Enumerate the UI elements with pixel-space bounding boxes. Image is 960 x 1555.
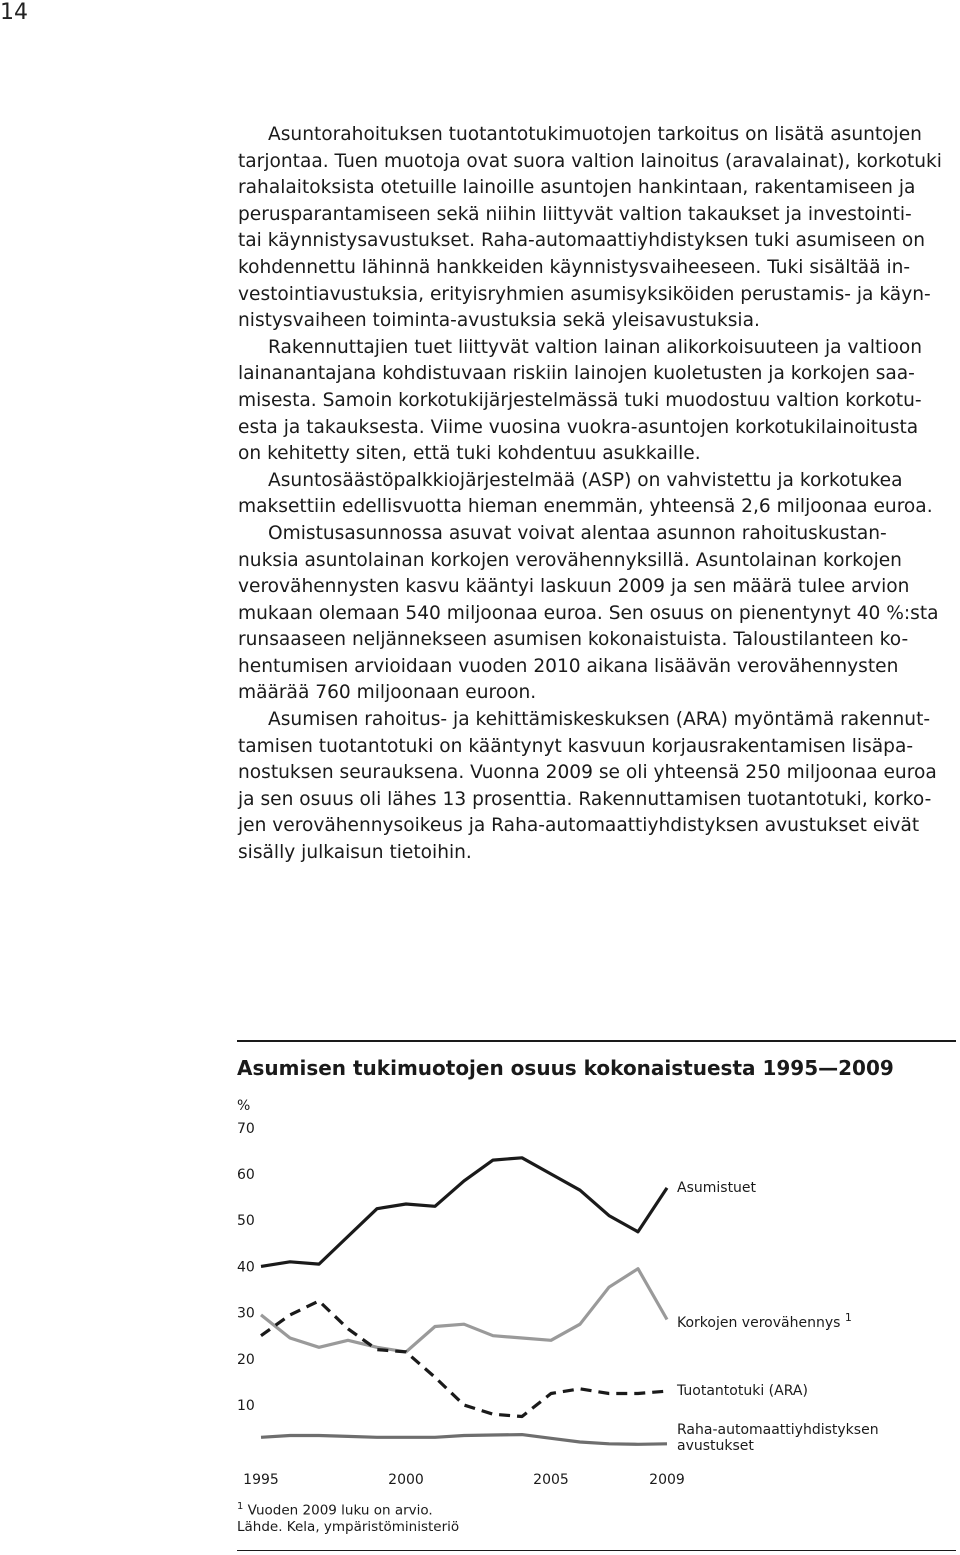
legend-label: Korkojen verovähennys $^1$ xyxy=(677,1311,852,1331)
y-tick-label: 30 xyxy=(237,1305,255,1322)
y-tick-label: 10 xyxy=(237,1398,255,1414)
body-line: tai käynnistysavustukset. Raha-automaattiyhdistyksen tuki asumiseen on xyxy=(238,230,926,252)
body-line: sisälly julkaisun tietoihin. xyxy=(238,842,472,864)
body-line: lainanantajana kohdistuvaan riskiin lainojen kuoletusten ja korkojen saa- xyxy=(238,363,915,385)
body-line: määrää 760 miljoonaan euroon. xyxy=(238,682,537,704)
body-line: Asumisen rahoitus- ja kehittämiskeskuksen (ARA) myöntämä rakennut- xyxy=(268,709,931,731)
chart-source: Lähde. Kela, ympäristöministeriö xyxy=(237,1519,460,1535)
legend-label: Raha-automaattiyhdistyksen xyxy=(677,1422,879,1438)
legend-label: Asumistuet xyxy=(677,1180,757,1196)
body-line: Omistusasunnossa asuvat voivat alentaa asunnon rahoituskustan- xyxy=(268,522,887,544)
body-line: ja sen osuus oli lähes 13 prosenttia. Rakennuttamisen tuotantotuki, korko- xyxy=(238,788,932,810)
y-tick-label: 60 xyxy=(237,1167,255,1183)
body-line: hentumisen arvioidaan vuoden 2010 aikana lisäävän verovähennysten xyxy=(238,655,899,677)
legend-label: Tuotantotuki (ARA) xyxy=(677,1383,808,1399)
body-line: nistysvaiheen toiminta-avustuksia sekä yleisavustuksia. xyxy=(238,310,760,332)
page-number: 14 xyxy=(0,0,28,25)
body-line: Asuntosäästöpalkkiojärjestelmää (ASP) on vahvistettu ja korkotukea xyxy=(268,469,903,491)
body-line: tamisen tuotantotuki on kääntynyt kasvuun korjausrakentamisen lisäpa- xyxy=(238,735,914,757)
body-line: perusparantamiseen sekä niihin liittyvät valtion takaukset ja investointi- xyxy=(238,203,912,225)
series-line xyxy=(261,1435,667,1445)
footnote-marker: 1 xyxy=(237,1501,244,1512)
body-line: nuksia asuntolainan korkojen verovähennyksillä. Asuntolainan korkojen xyxy=(238,549,902,571)
body-line: maksettiin edellisvuotta hieman enemmän, yhteensä 2,6 miljoonaa euroa. xyxy=(238,496,933,518)
body-line: tarjontaa. Tuen muotoja ovat suora valtion lainoitus (aravalainat), korkotuki xyxy=(238,150,942,172)
x-tick-label: 2000 xyxy=(388,1472,424,1488)
body-line: verovähennysten kasvu kääntyi laskuun 2009 ja sen määrä tulee arvion xyxy=(238,576,910,598)
y-tick-label: 40 xyxy=(237,1259,255,1276)
body-line: jen verovähennysoikeus ja Raha-automaattiyhdistyksen avustukset eivät xyxy=(238,815,920,837)
series-line xyxy=(261,1158,667,1267)
chart-bottom-rule xyxy=(237,1550,956,1551)
y-tick-label: 20 xyxy=(237,1351,255,1368)
legend-label-superscript: 1 xyxy=(844,1311,852,1324)
body-line: on kehitetty siten, että tuki kohdentuu asukkaille. xyxy=(238,443,701,465)
body-line: mukaan olemaan 540 miljoonaa euroa. Sen osuus on pienentynyt 40 %:sta xyxy=(238,602,939,624)
body-line: Rakennuttajien tuet liittyvät valtion lainan alikorkoisuuteen ja valtioon xyxy=(268,336,922,358)
y-tick-label: 50 xyxy=(237,1213,255,1230)
series-line xyxy=(261,1269,667,1352)
body-line: Asuntorahoituksen tuotantotukimuotojen tarkoitus on lisätä asuntojen xyxy=(268,124,922,145)
body-line: misesta. Samoin korkotukijärjestelmässä tuki muodostuu valtion korkotu- xyxy=(238,389,922,411)
y-axis-unit-label: % xyxy=(237,1098,251,1114)
footnote-text: Vuoden 2009 luku on arvio. xyxy=(247,1502,433,1519)
body-line: kohdennettu lähinnä hankkeiden käynnistysvaiheeseen. Tuki sisältää in- xyxy=(238,256,911,278)
x-tick-label: 2005 xyxy=(533,1472,569,1488)
body-line: rahalaitoksista otetuille lainoille asuntojen hankintaan, rakentamiseen ja xyxy=(238,177,916,199)
chart-footnote xyxy=(237,1498,433,1520)
body-line: vestointiavustuksia, erityisryhmien asumisyksiköiden perustamis- ja käyn- xyxy=(238,283,931,305)
body-line: nostuksen seurauksena. Vuonna 2009 se oli yhteensä 250 miljoonaa euroa xyxy=(238,762,937,784)
body-line: esta ja takauksesta. Viime vuosina vuokra-asuntojen korkotukilainoitusta xyxy=(238,416,919,438)
x-tick-label: 1995 xyxy=(243,1472,279,1488)
body-line: runsaaseen neljännekseen asumisen kokonaistuista. Taloustilanteen ko- xyxy=(238,629,909,651)
y-tick-label: 70 xyxy=(237,1120,255,1137)
x-tick-label: 2009 xyxy=(649,1472,685,1488)
series-line xyxy=(261,1301,667,1417)
chart-title: Asumisen tukimuotojen osuus kokonaistuesta 1995—2009 xyxy=(237,1056,894,1080)
legend-label: avustukset xyxy=(677,1438,754,1454)
